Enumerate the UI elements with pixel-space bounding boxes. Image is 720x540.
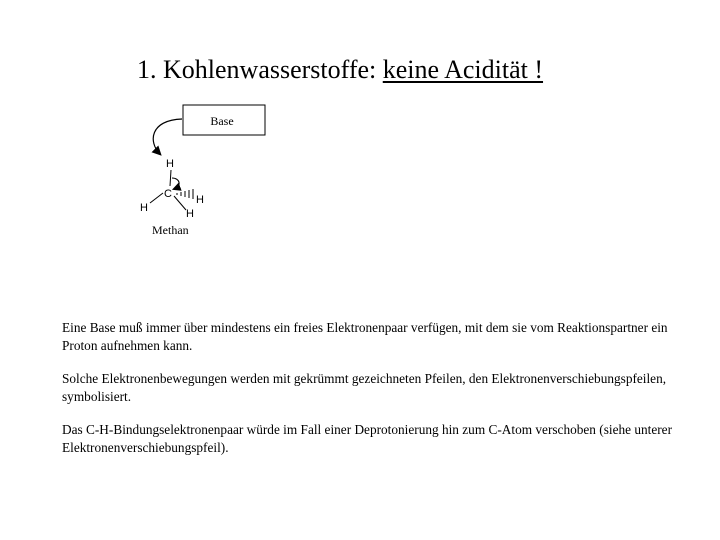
bond-c-h-bottom <box>174 196 186 210</box>
h-top-label: H <box>166 158 174 170</box>
paragraph-deprotonation: Das C-H-Bindungselektronenpaar würde im Fall einer Deprotonierung hin zum C-Atom verschoben (siehe unterer Elektronenverschiebungspfeil). <box>62 422 673 455</box>
title-underlined: keine Acidität ! <box>382 55 544 84</box>
carbon-label: C <box>164 188 172 200</box>
molecule-name: Methan <box>152 223 189 237</box>
bond-c-h-left <box>150 193 163 203</box>
bond-c-h-top <box>170 170 171 186</box>
title-prefix: 1. Kohlenwasserstoffe: <box>137 55 383 84</box>
paragraph-base-definition: Eine Base muß immer über mindestens ein freies Elektronenpaar verfügen, mit dem sie vom Reaktionspartner ein Proton aufnehmen kann. <box>62 320 668 353</box>
bond-c-h-right-hashed <box>177 189 193 199</box>
h-bottom-label: H <box>186 208 194 220</box>
h-left-label: H <box>140 202 148 214</box>
base-to-h-arrow <box>153 119 182 154</box>
base-label: Base <box>210 114 234 128</box>
paragraph-curved-arrows: Solche Elektronenbewegungen werden mit gekrümmt gezeichneten Pfeilen, den Elektronenverschiebungspfeilen, symbolisiert. <box>62 371 667 404</box>
h-right-label: H <box>196 194 204 206</box>
electron-shift-arrow <box>172 178 179 189</box>
